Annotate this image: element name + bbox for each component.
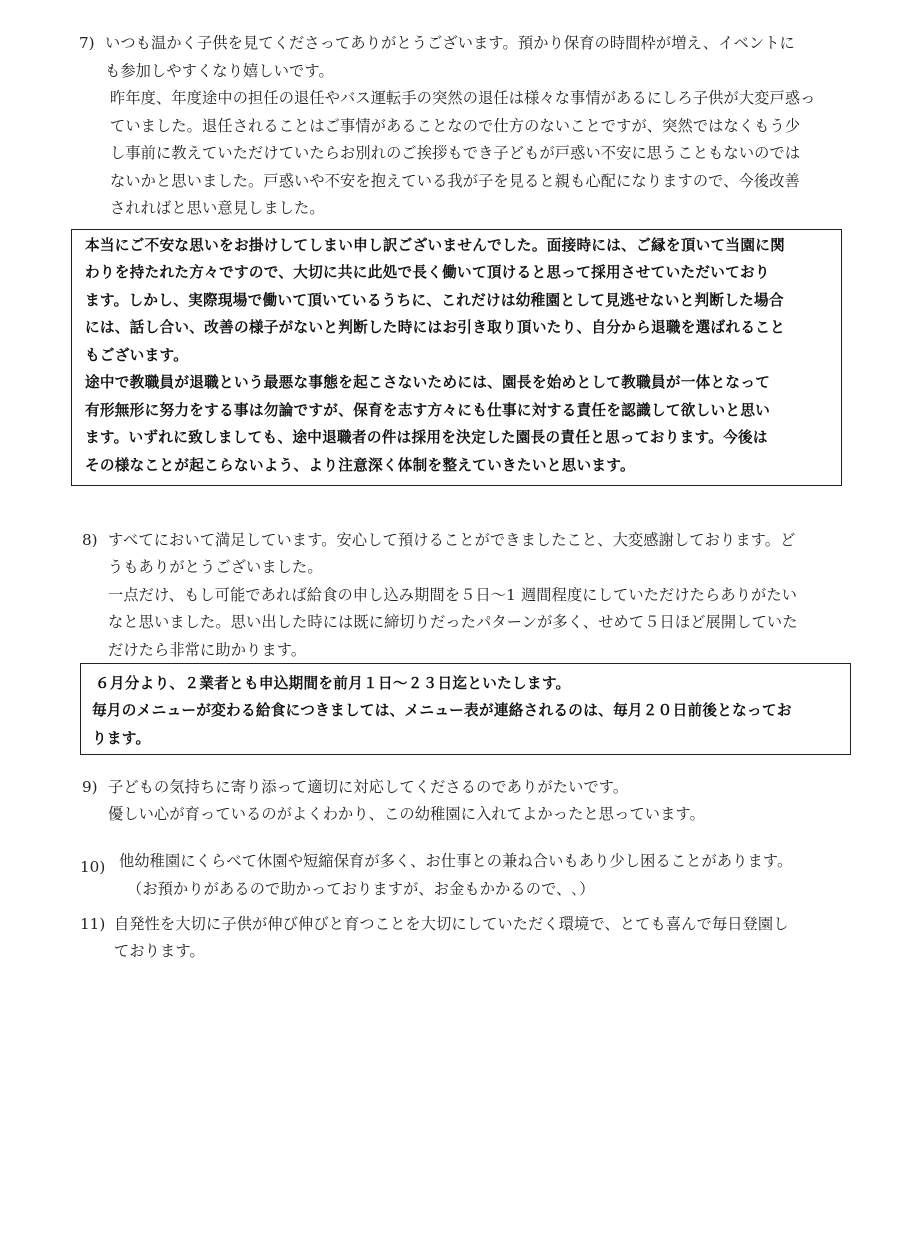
item-8-line-4: なと思いました。思い出した時には既に締切りだったパターンが多く、せめて５日ほど展開していた: [108, 613, 798, 631]
item-10-number: 10): [80, 858, 106, 876]
item-7-reply-line-7: 有形無形に努力をする事は勿論ですが、保育を志す方々にも仕事に対する責任を認識して欲しいと思い: [85, 402, 771, 419]
item-8-line-5: だけたら非常に助かります。: [108, 641, 307, 659]
item-7-reply-line-9: その様なことが起こらないよう、より注意深く体制を整えていきたいと思います。: [85, 457, 635, 474]
item-7-line-3: 昨年度、年度途中の担任の退任やバス運転手の突然の退任は様々な事情があるにしろ子供が大変戸惑っ: [110, 89, 816, 107]
item-7-reply-line-3: ます。しかし、実際現場で働いて頂いているうちに、これだけは幼稚園として見逃せないと判断した場合: [85, 292, 784, 309]
item-8-reply-line-1: ６月分より、２業者とも申込期間を前月１日～２３日迄といたします。: [95, 675, 571, 692]
item-7-reply-line-1: 本当にご不安な思いをお掛けしてしまい申し訳ございませんでした。面接時には、ご縁を頂いて当園に関: [85, 237, 786, 254]
item-7-reply-line-2: わりを持たれた方々ですので、大切に共に此処で長く働いて頂けると思って採用させていただいており: [85, 264, 770, 281]
item-7-line-5: し事前に教えていただけていたらお別れのご挨拶もでき子どもが戸惑い不安に思うこともないのでは: [110, 144, 801, 162]
item-7-reply-line-4: には、話し合い、改善の様子がないと判断した時にはお引き取り頂いたり、自分から退職を選ばれること: [85, 319, 786, 336]
item-7-line-6: ないかと思いました。戸惑いや不安を抱えている我が子を見ると親も心配になりますので、今後改善: [110, 172, 800, 190]
item-7-line-4: ていました。退任されることはご事情があることなので仕方のないことですが、突然ではなくもう少: [110, 117, 801, 135]
item-7-line-1: いつも温かく子供を見てくださってありがとうございます。預かり保育の時間枠が増え、イベントに: [105, 34, 795, 52]
item-8-line-1: すべてにおいて満足しています。安心して預けることができましたこと、大変感謝しております。ど: [108, 531, 796, 549]
item-9-line-2: 優しい心が育っているのがよくわかり、この幼稚園に入れてよかったと思っています。: [108, 805, 705, 823]
item-8-number: 8): [82, 531, 98, 549]
item-8-reply-line-3: ります。: [92, 730, 151, 747]
item-11-number: 11): [80, 915, 106, 933]
item-7-number: 7): [79, 34, 95, 52]
item-8-reply-line-2: 毎月のメニューが変わる給食につきましては、メニュー表が連絡されるのは、毎月２０日前後となってお: [92, 702, 792, 719]
item-7-reply-line-5: もございます。: [85, 347, 189, 364]
item-8-line-3: 一点だけ、もし可能であれば給食の申し込み期間を５日～1 週間程度にしていただけたらありがたい: [108, 586, 798, 604]
item-10-line-2: （お預かりがあるので助かっておりますが、お金もかかるので、､）: [127, 880, 595, 898]
item-11-line-2: ております。: [114, 942, 205, 960]
item-11-line-1: 自発性を大切に子供が伸び伸びと育つことを大切にしていただく環境で、とても喜んで毎日登園し: [114, 915, 789, 933]
item-7-line-2: も参加しやすくなり嬉しいです。: [105, 62, 334, 80]
item-7-reply-line-6: 途中で教職員が退職という最悪な事態を起こさないためには、園長を始めとして教職員が一体となって: [85, 374, 771, 391]
item-9-line-1: 子どもの気持ちに寄り添って適切に対応してくださるのでありがたいです。: [108, 778, 629, 796]
item-9-number: 9): [82, 778, 98, 796]
item-7-reply-line-8: ます。いずれに致しましても、途中退職者の件は採用を決定した園長の責任と思っております。今後は: [85, 429, 768, 446]
item-7-line-7: されればと思い意見しました。: [110, 199, 325, 217]
item-8-line-2: うもありがとうございました。: [108, 558, 323, 576]
item-10-line-1: 他幼稚園にくらべて休園や短縮保育が多く、お仕事との兼ね合いもあり少し困ることがあります。: [119, 852, 793, 870]
